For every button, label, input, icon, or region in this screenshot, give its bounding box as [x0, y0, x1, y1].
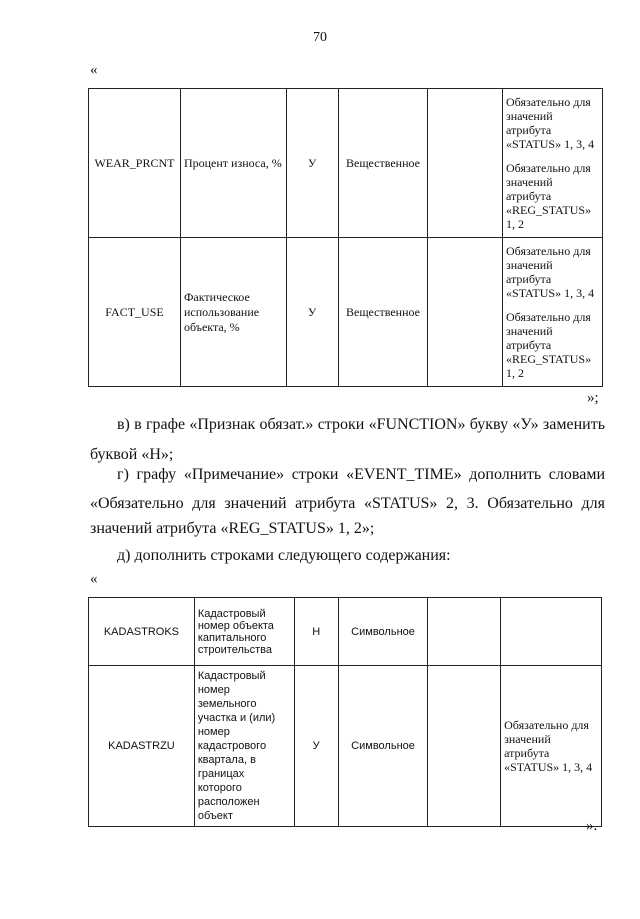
note-cell — [503, 89, 603, 238]
table-row — [89, 598, 602, 666]
paragraph-v-line1: в) в графе «Признак обязат.» строки «FUNCTION» букву «У» заменить — [117, 416, 605, 433]
empty-cell — [428, 238, 503, 387]
required-flag-cell: У — [286, 238, 338, 387]
attr-code-cell: KADASTROKS — [89, 598, 195, 666]
required-flag-cell: У — [294, 666, 338, 827]
paragraph-g-line1: г) графу «Примечание» строки «EVENT_TIME» дополнить словами — [117, 466, 605, 483]
paragraph-g-line3: значений атрибута «REG_STATUS» 1, 2»; — [90, 520, 375, 537]
close-quote-1: »; — [587, 390, 599, 406]
data-type-cell: Вещественное — [338, 89, 428, 238]
attr-code-cell: KADASTRZU — [89, 666, 195, 827]
note-text: Обязательно для значений атрибута «STATUS» 1, 3, 4 — [506, 95, 595, 151]
data-type-cell: Символьное — [338, 666, 428, 827]
paragraph-v-line2: буквой «Н»; — [90, 446, 174, 463]
attributes-table-1 — [88, 88, 603, 387]
note-cell — [503, 238, 603, 387]
note-text: Обязательно для значений атрибута «REG_STATUS» 1, 2 — [506, 310, 592, 380]
note-text: Обязательно для значений атрибута «REG_STATUS» 1, 2 — [506, 161, 592, 231]
note-text: Обязательно для значений атрибута «STATUS» 1, 3, 4 — [504, 718, 593, 774]
attr-name-cell: Процент износа, % — [180, 89, 286, 238]
empty-cell — [428, 666, 501, 827]
note-text: Обязательно для значений атрибута «STATUS» 1, 3, 4 — [506, 244, 595, 300]
table-row — [89, 89, 603, 238]
open-quote-1: « — [90, 62, 98, 78]
table-row — [89, 238, 603, 387]
open-quote-2: « — [90, 571, 98, 587]
paragraph-g-line2: «Обязательно для значений атрибута «STATUS» 2, 3. Обязательно для — [90, 495, 605, 512]
required-flag-cell: У — [286, 89, 338, 238]
page-number: 70 — [313, 30, 327, 45]
required-flag-cell: Н — [294, 598, 338, 666]
paragraph-d-line1: д) дополнить строками следующего содержания: — [117, 547, 451, 564]
empty-cell — [428, 89, 503, 238]
table-row — [89, 666, 602, 827]
attr-name-cell: Кадастровый номер объекта капитального строительства — [194, 598, 294, 666]
data-type-cell: Вещественное — [338, 238, 428, 387]
attributes-table-2 — [88, 597, 602, 827]
data-type-cell: Символьное — [338, 598, 428, 666]
empty-cell — [428, 598, 501, 666]
attr-code-cell: WEAR_PRCNT — [89, 89, 181, 238]
attr-name-cell: Фактическое использование объекта, % — [180, 238, 286, 387]
attr-name-cell: Кадастровый номер земельного участка и (или) номер кадастрового квартала, в границах которого расположен объект — [194, 666, 294, 827]
attr-code-cell: FACT_USE — [89, 238, 181, 387]
note-cell — [501, 598, 602, 666]
close-quote-2: ». — [586, 818, 598, 834]
note-cell — [501, 666, 602, 827]
